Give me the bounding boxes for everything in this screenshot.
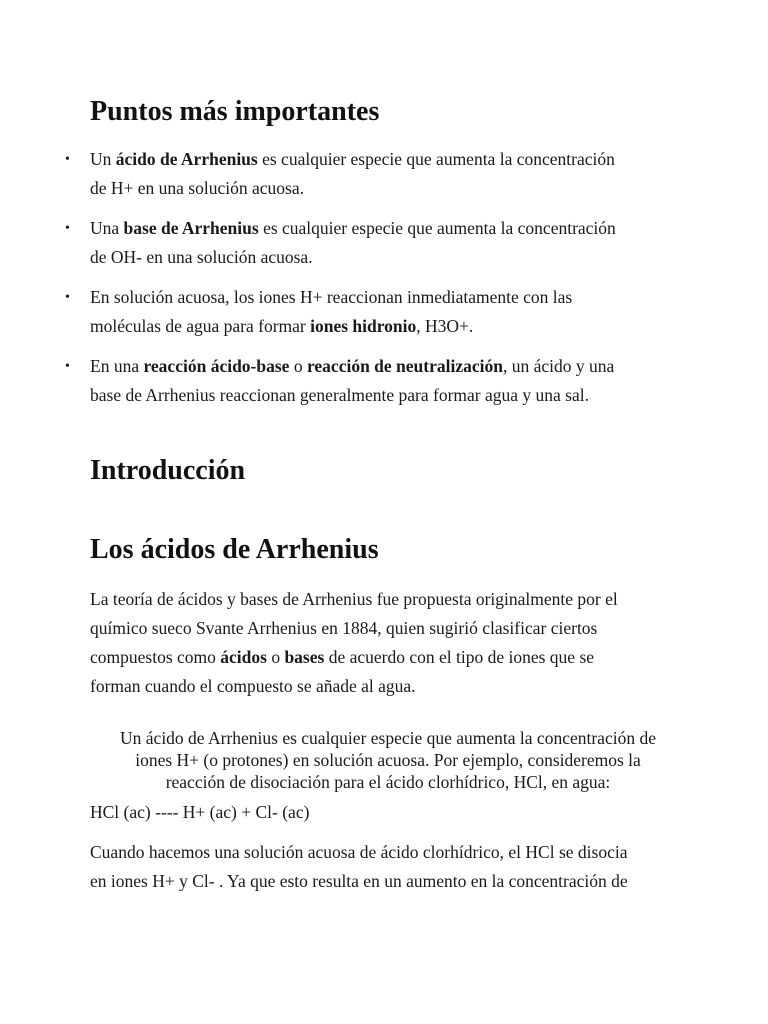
bold-term: ácido de Arrhenius [115, 149, 258, 169]
heading-arrhenius-acids: Los ácidos de Arrhenius [90, 534, 379, 565]
bullet-icon: • [65, 221, 70, 236]
heading-introduction: Introducción [90, 455, 246, 486]
bold-term: reacción ácido-base [143, 356, 290, 376]
text: reacción de disociación para el ácido clorhídrico, HCl, en agua: [165, 772, 611, 792]
text: de OH- en una solución acuosa. [90, 247, 313, 267]
bold-term: reacción de neutralización [306, 356, 503, 376]
text: La teoría de ácidos y bases de Arrhenius fue propuesta originalmente por el [90, 589, 618, 609]
text: Cuando hacemos una solución acuosa de ácido clorhídrico, el HCl se disocia [90, 842, 628, 862]
list-item [65, 145, 690, 203]
bold-term: base de Arrhenius [123, 218, 259, 238]
text: en iones H+ y Cl- . Ya que esto resulta en un aumento en la concentración de [90, 871, 628, 891]
list-item [65, 352, 690, 410]
text: químico sueco Svante Arrhenius en 1884, quien sugirió clasificar ciertos [90, 618, 598, 638]
text: o [266, 647, 285, 667]
list-item [65, 283, 690, 341]
bullet-icon: • [65, 290, 70, 305]
bullet-icon: • [65, 152, 70, 167]
text: forman cuando el compuesto se añade al agua. [90, 676, 416, 696]
intro-paragraph [90, 585, 690, 701]
text: de H+ en una solución acuosa. [90, 178, 304, 198]
chemical-equation: HCl (ac) ---- H+ (ac) + Cl- (ac) [90, 802, 310, 822]
text: Una [90, 218, 124, 238]
text: moléculas de agua para formar [90, 316, 311, 336]
closing-paragraph [90, 838, 690, 896]
text: compuestos como [90, 647, 221, 667]
list-item [65, 214, 690, 272]
text: , un ácido y una [502, 356, 615, 376]
text: Un [90, 149, 116, 169]
text: En una [90, 356, 144, 376]
text: de acuerdo con el tipo de iones que se [324, 647, 595, 667]
bullet-icon: • [65, 359, 70, 374]
text: es cualquier especie que aumenta la concentración [258, 218, 616, 238]
text: base de Arrhenius reaccionan generalmente para formar agua y una sal. [90, 385, 589, 405]
heading-key-points: Puntos más importantes [90, 96, 380, 127]
definition-paragraph [88, 727, 688, 793]
text: iones H+ (o protones) en solución acuosa. Por ejemplo, consideremos la [135, 750, 641, 770]
bold-term: iones hidronio [310, 316, 417, 336]
bold-term: bases [284, 647, 325, 667]
text: es cualquier especie que aumenta la concentración [257, 149, 615, 169]
text: Un ácido de Arrhenius es cualquier especie que aumenta la concentración de [120, 728, 656, 748]
text: En solución acuosa, los iones H+ reaccionan inmediatamente con las [90, 287, 573, 307]
bold-term: ácidos [220, 647, 267, 667]
text: o [289, 356, 307, 376]
key-points-list [65, 145, 690, 421]
text: , H3O+. [416, 316, 474, 336]
